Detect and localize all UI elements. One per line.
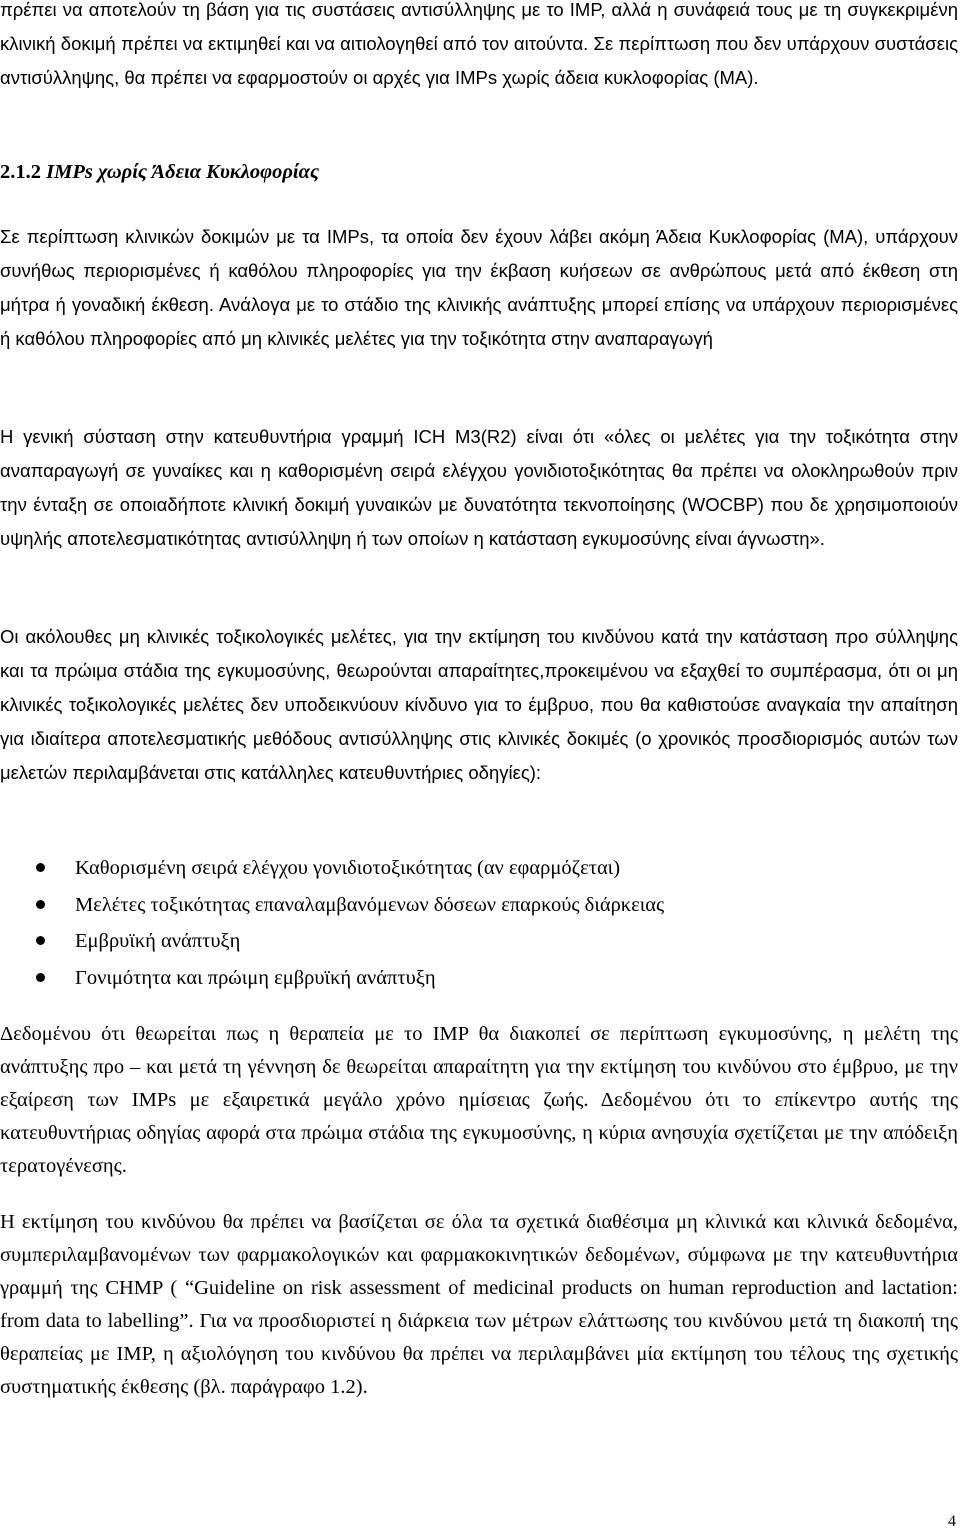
list-item-text: Γονιμότητα και πρώιμη εμβρυϊκή ανάπτυξη	[75, 966, 436, 989]
paragraph-pregnancy-discontinuation: Δεδομένου ότι θεωρείται πως η θεραπεία με το IMP θα διακοπεί σε περίπτωση εγκυμοσύνης, η μελέτη της ανάπτυξης προ – και μετά τη γέννηση δε θεωρείται απαραίτητη για την εκτίμηση του κινδύνου στο έμβρυο, με την εξαίρεση των IMPs με εξαιρετικά μεγάλο χρόνο ημίσειας ζωής. Δεδομένου ότι το επίκεντρο αυτής της κατευθυντήριας οδηγίας αφορά στα πρώιμα στάδια της εγκυμοσύνης, η κύρια ανησυχία σχετίζεται με την απόδειξη τερατογένεσης.	[0, 1023, 958, 1177]
section-title: IMPs χωρίς Άδεια Κυκλοφορίας	[46, 161, 320, 183]
section-heading	[0, 155, 319, 189]
bullet-icon	[36, 973, 45, 982]
list-item	[0, 850, 958, 887]
page-number: 4	[948, 1513, 956, 1530]
section-number: 2.1.2	[0, 161, 41, 183]
bullet-icon	[36, 900, 45, 909]
list-item-text: Εμβρυϊκή ανάπτυξη	[75, 930, 241, 952]
list-item	[0, 923, 958, 960]
list-item-text: Μελέτες τοξικότητας επαναλαμβανόμενων δόσεων επαρκούς διάρκειας	[75, 893, 665, 916]
paragraph-ma-info: Σε περίπτωση κλινικών δοκιμών με τα IMPs, τα οποία δεν έχουν λάβει ακόμη Άδεια Κυκλοφορίας (ΜΑ), υπάρχουν συνήθως περιορισμένες ή καθόλου πληροφορίες για την έκβαση κυήσεων σε ανθρώπους μετά από έκθεση στη μήτρα ή γοναδική έκθεση. Ανάλογα με το στάδιο της κλινικής ανάπτυξης μπορεί επίσης να υπάρχουν περιορισμένες ή καθόλου πληροφορίες από μη κλινικές μελέτες για την τοξικότητα στην αναπαραγωγή	[0, 226, 958, 349]
paragraph-ich-recommendation: Η γενική σύσταση στην κατευθυντήρια γραμμή ICH M3(R2) είναι ότι «όλες οι μελέτες για την τοξικότητα στην αναπαραγωγή σε γυναίκες και η καθορισμένη σειρά ελέγχου γονιδιοτοξικότητας θα πρέπει να ολοκληρωθούν πριν την ένταξη σε οποιαδήποτε κλινική δοκιμή γυναικών με δυνατότητα τεκνοποίησης (WOCBP) που δε χρησιμοποιούν υψηλής αποτελεσματικότητας αντισύλληψη ή των οποίων η κατάσταση εγκυμοσύνης είναι άγνωστη».	[0, 426, 958, 549]
bullet-icon	[36, 936, 45, 945]
list-item	[0, 960, 958, 997]
studies-list	[0, 850, 958, 996]
intro-paragraph: πρέπει να αποτελούν τη βάση για τις συστάσεις αντισύλληψης με το IMP, αλλά η συνάφειά τους με τη συγκεκριμένη κλινική δοκιμή πρέπει να εκτιμηθεί και να αιτιολογηθεί από τον αιτούντα. Σε περίπτωση που δεν υπάρχουν συστάσεις αντισύλληψης, θα πρέπει να εφαρμοστούν οι αρχές για IMPs χωρίς άδεια κυκλοφορίας (ΜΑ).	[0, 0, 958, 88]
bullet-icon	[36, 863, 45, 872]
list-item-text: Καθορισμένη σειρά ελέγχου γονιδιοτοξικότητας (αν εφαρμόζεται)	[75, 857, 621, 879]
paragraph-risk-assessment: Η εκτίμηση του κινδύνου θα πρέπει να βασίζεται σε όλα τα σχετικά διαθέσιμα μη κλινικά και κλινικά δεδομένα, συμπεριλαμβανομένων των φαρμακολογικών και φαρμακοκινητικών δεδομένων, σύμφωνα με την κατευθυντήρια γραμμή της CHMP ( “Guideline on risk assessment of medicinal products on human reproduction and lactation: from data to labelling”. Για να προσδιοριστεί η διάρκεια των μέτρων ελάττωσης του κινδύνου μετά τη διακοπή της θεραπείας με IMP, η αξιολόγηση του κινδύνου θα πρέπει να περιλαμβάνει μία εκτίμηση του τέλους της σχετικής συστηματικής έκθεσης (βλ. παράγραφο 1.2).	[0, 1211, 958, 1398]
paragraph-nonclinical-studies: Οι ακόλουθες μη κλινικές τοξικολογικές μελέτες, για την εκτίμηση του κινδύνου κατά την κατάσταση προ σύλληψης και τα πρώιμα στάδια της εγκυμοσύνης, θεωρούνται απαραίτητες,προκειμένου να εξαχθεί το συμπέρασμα, ότι οι μη κλινικές τοξικολογικές μελέτες δεν υποδεικνύουν κίνδυνο για το έμβρυο, που θα καθιστούσε αναγκαία την απαίτηση για ιδιαίτερα αποτελεσματικής μεθόδους αντισύλληψης στις κλινικές δοκιμές (ο χρονικός προσδιορισμός αυτών των μελετών περιλαμβάνεται στις κατάλληλες κατευθυντήριες οδηγίες):	[0, 626, 958, 783]
list-item	[0, 887, 958, 924]
